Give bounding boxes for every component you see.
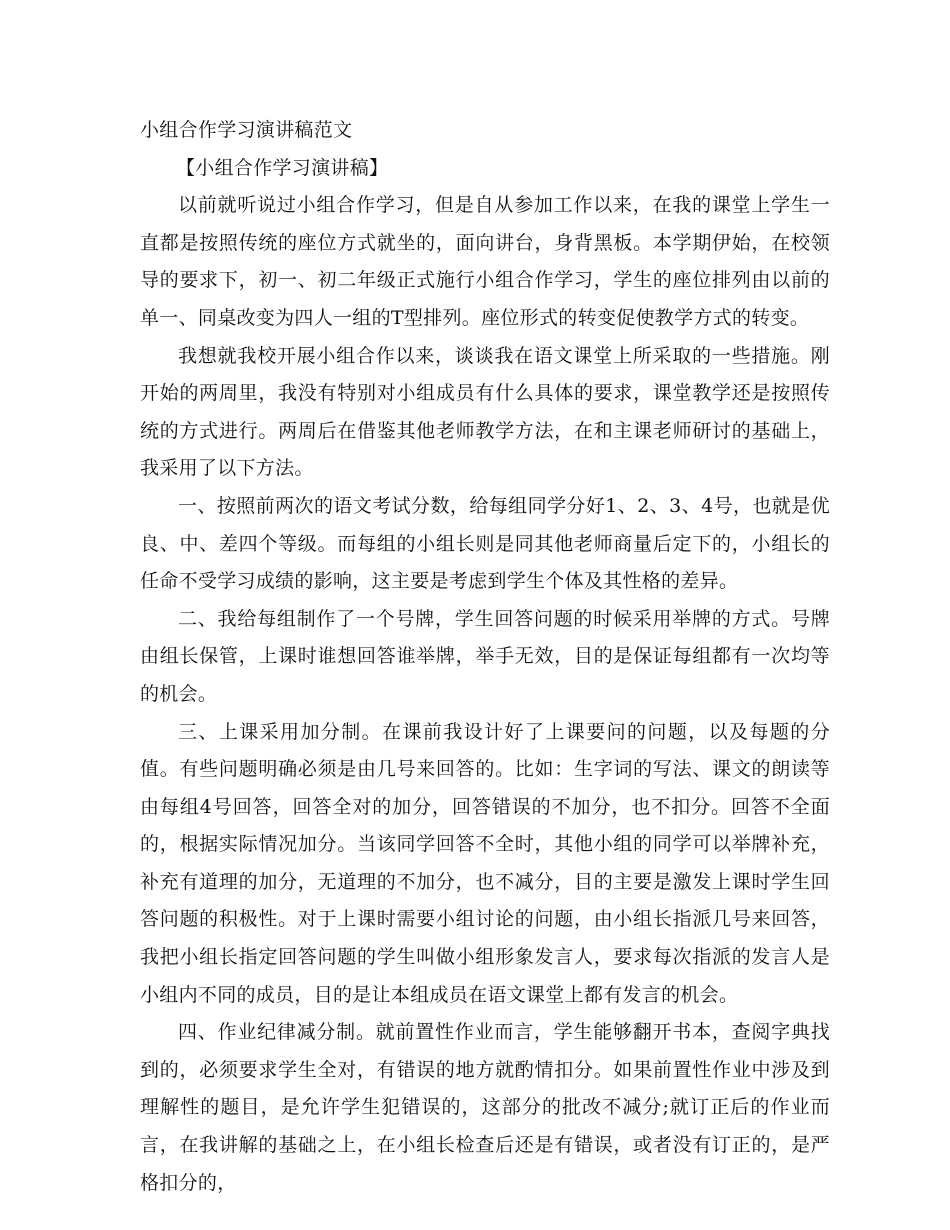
paragraph-method-1: 一、按照前两次的语文考试分数，给每组同学分好1、2、3、4号，也就是优良、中、差四个等级。而每组的小组长则是同其他老师商量后定下的，小组长的任命不受学习成绩的影响，这主要是考虑到学生个体及其性格的差异。	[140, 494, 830, 593]
document-subtitle: 【小组合作学习演讲稿】	[176, 156, 389, 179]
paragraph-method-4: 四、作业纪律减分制。就前置性作业而言，学生能够翻开书本，查阅字典找到的，必须要求学生全对，有错误的地方就酌情扣分。如果前置性作业中涉及到理解性的题目，是允许学生犯错误的，这部分的批改不减分;就订正后的作业而言，在我讲解的基础之上，在小组长检查后还是有错误，或者没有订正的，是严格扣分的，	[140, 1021, 830, 1194]
document-title: 小组合作学习演讲稿范文	[140, 119, 353, 141]
document-body	[140, 112, 830, 1202]
paragraph-intro: 以前就听说过小组合作学习，但是自从参加工作以来，在我的课堂上学生一直都是按照传统的座位方式就坐的，面向讲台，身背黑板。本学期伊始，在校领导的要求下，初一、初二年级正式施行小组合作学习，学生的座位排列由以前的单一、同桌改变为四人一组的T型排列。座位形式的转变促使教学方式的转变。	[140, 194, 830, 329]
paragraph-method-2: 二、我给每组制作了一个号牌，学生回答问题的时候采用举牌的方式。号牌由组长保管，上课时谁想回答谁举牌，举手无效，目的是保证每组都有一次均等的机会。	[140, 607, 830, 705]
paragraph-method-3: 三、上课采用加分制。在课前我设计好了上课要问的问题，以及每题的分值。有些问题明确必须是由几号来回答的。比如：生字词的写法、课文的朗读等由每组4号回答，回答全对的加分，回答错误的不加分，也不扣分。回答不全面的，根据实际情况加分。当该同学回答不全时，其他小组的同学可以举牌补充，补充有道理的加分，无道理的不加分，也不减分，目的主要是激发上课时学生回答问题的积极性。对于上课时需要小组讨论的问题，由小组长指派几号来回答，我把小组长指定回答问题的学生叫做小组形象发言人，要求每次指派的发言人是小组内不同的成员，目的是让本组成员在语文课堂上都有发言的机会。	[140, 720, 830, 1006]
paragraph-measures: 我想就我校开展小组合作以来，谈谈我在语文课堂上所采取的一些措施。刚开始的两周里，我没有特别对小组成员有什么具体的要求，课堂教学还是按照传统的方式进行。两周后在借鉴其他老师教学方法，在和主课老师研讨的基础上，我采用了以下方法。	[140, 344, 830, 480]
